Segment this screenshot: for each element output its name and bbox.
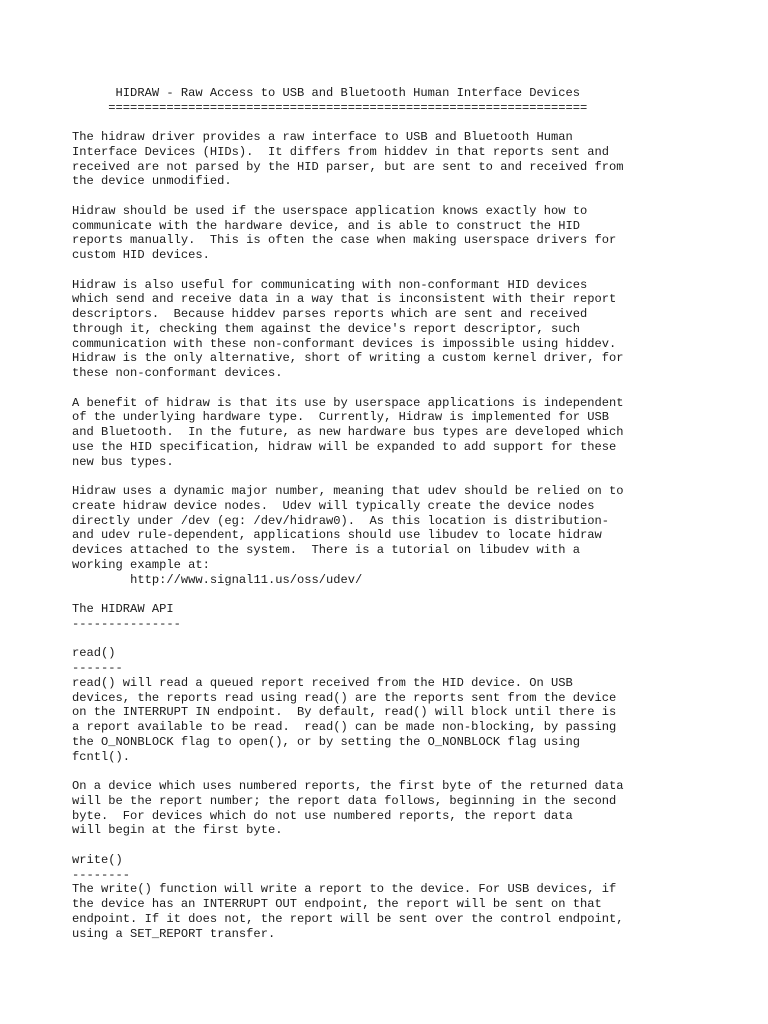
- read-description: read() will read a queued report received from the HID device. On USB devices, the reports read using read() are the reports sent from the device on the INTERRUPT IN endpoint. By default, read() will block until there is a report available to be read. read() can be made non-blocking, by passing the O_NONBLOCK flag to open(), or by setting the O_NONBLOCK flag using fcntl().: [72, 675, 617, 764]
- write-heading-underline: --------: [72, 867, 131, 882]
- api-heading-underline: ---------------: [72, 616, 181, 631]
- api-heading: The HIDRAW API: [72, 602, 174, 616]
- nonconformant-paragraph: Hidraw is also useful for communicating with non-conformant HID devices which send and receive data in a way that is inconsistent with their report descriptors. Because hiddev parses reports which are sent and received through it, checking them against the device's report descriptor, such communication with these non-conformant devices is impossible using hiddev. Hidraw is the only alternative, short of writing a custom kernel driver, for these non-conformant devices.: [72, 277, 624, 380]
- spacer: [72, 263, 762, 278]
- spacer: [72, 115, 762, 130]
- spacer: [72, 632, 762, 647]
- intro-paragraph: The hidraw driver provides a raw interface to USB and Bluetooth Human Interface Devices (HIDs). It differs from hiddev in that reports sent and received are not parsed by the HID parser, but are sent to and received from the device unmodified.: [72, 130, 624, 189]
- read-heading-underline: -------: [72, 661, 123, 675]
- usage-paragraph: Hidraw should be used if the userspace application knows exactly how to communicate with the hardware device, and is able to construct the HID reports manually. This is often the case when making userspace drivers for custom HID devices.: [72, 203, 617, 262]
- numbered-reports-paragraph: On a device which uses numbered reports, the first byte of the returned data will be the report number; the report data follows, beginning in the second byte. For devices which do not use numbered reports, the report data will begin at the first byte.: [72, 779, 624, 838]
- spacer: [72, 838, 762, 853]
- spacer: [72, 189, 762, 204]
- title-underline: ==================================================================: [72, 100, 588, 115]
- write-description: The write() function will write a report to the device. For USB devices, if the device has an INTERRUPT OUT endpoint, the report will be sent on that endpoint. If it does not, the report will be sent over the control endpoint, using a SET_REPORT transfer.: [72, 882, 624, 941]
- document-body: [72, 71, 762, 956]
- spacer: [72, 469, 762, 484]
- benefit-paragraph: A benefit of hidraw is that its use by userspace applications is independent of the underlying hardware type. Currently, Hidraw is implemented for USB and Bluetooth. In the future, as new hardware bus types are developed which use the HID specification, hidraw will be expanded to add support for these new bus types.: [72, 395, 624, 469]
- write-heading: write(): [72, 852, 123, 867]
- spacer: [72, 764, 762, 779]
- read-heading: read(): [72, 646, 116, 661]
- document-title: HIDRAW - Raw Access to USB and Bluetooth Human Interface Devices: [72, 85, 581, 100]
- tutorial-link[interactable]: http://www.signal11.us/oss/udev/: [72, 572, 363, 587]
- spacer: [72, 381, 762, 396]
- spacer: [72, 587, 762, 602]
- major-number-paragraph: Hidraw uses a dynamic major number, meaning that udev should be relied on to create hidraw device nodes. Udev will typically create the device nodes directly under /dev (eg: /dev/hidraw0). As this location is distribution- and udev rule-dependent, applications should use libudev to locate hidraw devices attached to the system. There is a tutorial on libudev with a working example at:: [72, 484, 624, 572]
